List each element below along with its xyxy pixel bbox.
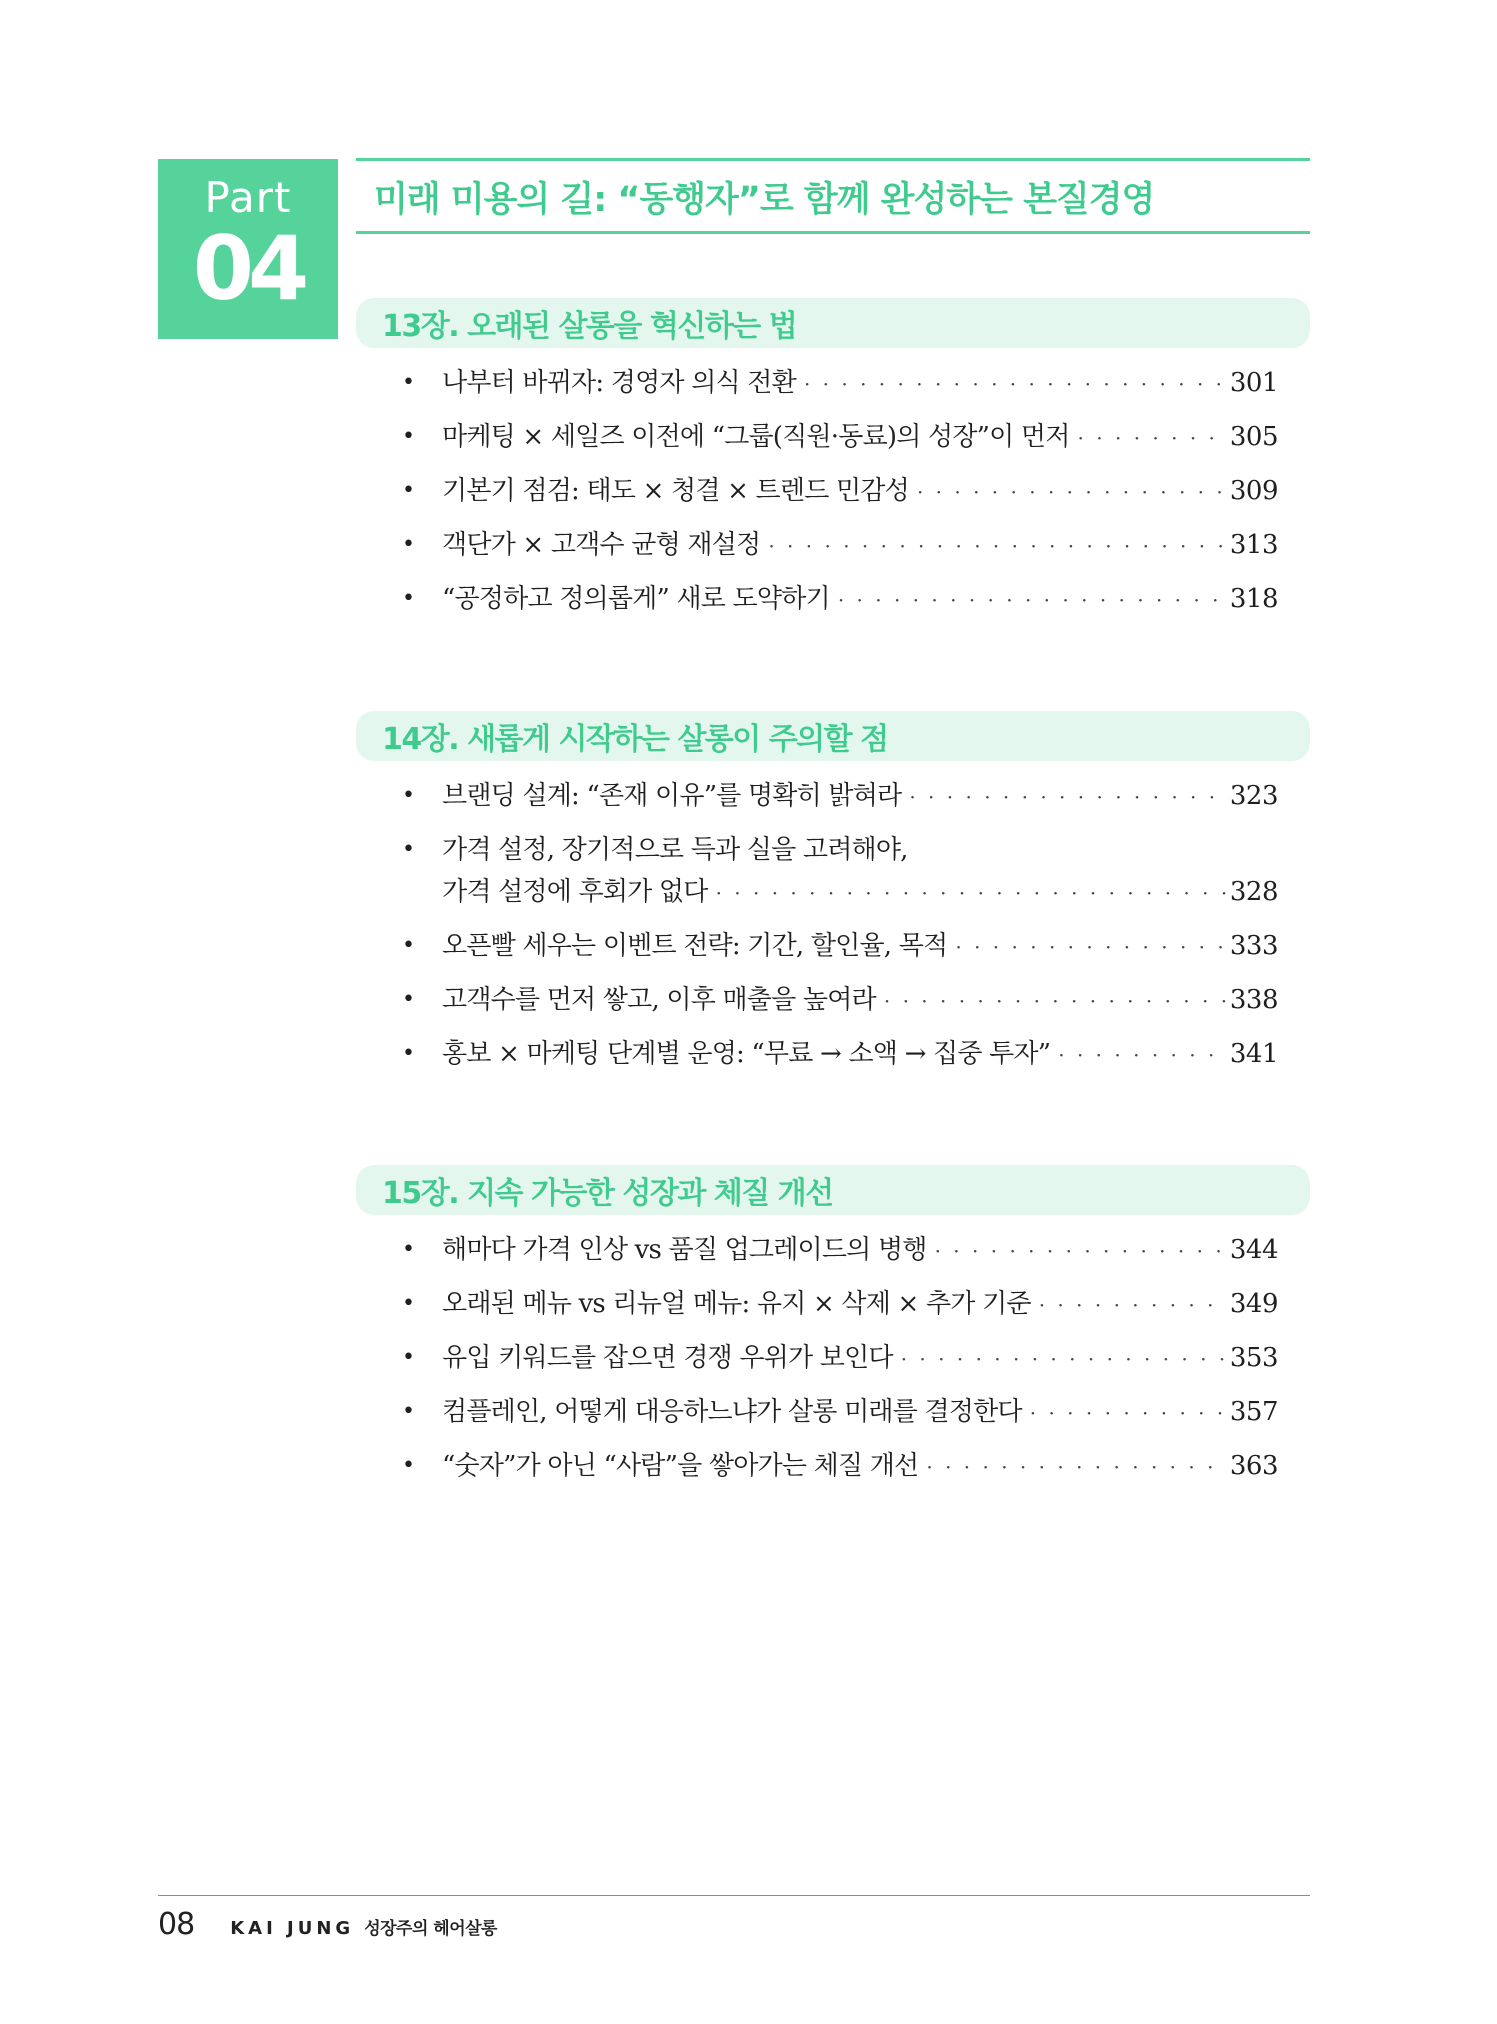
toc-item-page: 309 [1229,476,1278,506]
bullet-icon: • [402,370,415,395]
part-badge [158,159,338,339]
bullet-icon: • [402,837,415,862]
bullet-icon: • [402,1041,415,1066]
toc-item[interactable] [402,470,1278,513]
dot-leader [935,1230,1226,1272]
toc-item[interactable] [402,1283,1278,1326]
toc-item-page: 323 [1229,781,1278,811]
dot-leader [917,471,1226,513]
bullet-icon: • [402,532,415,557]
toc-item[interactable] [402,1391,1278,1434]
toc-item[interactable] [402,1445,1278,1488]
bullet-icon: • [402,1453,415,1478]
toc-item-page: 305 [1229,422,1278,452]
dot-leader [804,363,1226,405]
toc-item-title: 기본기 점검: 태도 × 청결 × 트렌드 민감성 [442,476,909,506]
footer-page-number: 08 [158,1907,195,1942]
toc-item-title: 객단가 × 고객수 균형 재설정 [442,530,761,560]
part-title-top-rule [356,158,1310,161]
part-title-bottom-rule [356,231,1310,234]
toc-item[interactable] [402,775,1278,818]
toc-item-title: 해마다 가격 인상 vs 품질 업그레이드의 병행 [442,1235,927,1265]
bullet-icon: • [402,1291,415,1316]
toc-item-title: “숫자”가 아닌 “사람”을 쌓아가는 체질 개선 [442,1451,919,1481]
chapter-item-list [356,775,1310,1076]
bullet-icon: • [402,1399,415,1424]
toc-item-title: 브랜딩 설계: “존재 이유”를 명확히 밝혀라 [442,781,902,811]
toc-item[interactable] [402,1033,1278,1076]
toc-item[interactable] [402,524,1278,567]
footer-brand: KAI JUNG [230,1918,355,1939]
bullet-icon: • [402,478,415,503]
chapter-item-list [356,1229,1310,1488]
toc-item-title-line1: 가격 설정, 장기적으로 득과 실을 고려해야, [442,835,908,865]
bullet-icon: • [402,424,415,449]
dot-leader [909,776,1226,818]
toc-item-title: 오픈빨 세우는 이벤트 전략: 기간, 할인율, 목적 [442,931,948,961]
dot-leader [926,1446,1226,1488]
toc-item-page: 349 [1229,1289,1278,1319]
toc-item[interactable] [402,578,1278,621]
dot-leader [901,1338,1226,1380]
dot-leader [955,926,1225,968]
toc-item[interactable] [402,416,1278,459]
toc-item-page: 333 [1229,931,1278,961]
bullet-icon: • [402,933,415,958]
bullet-icon: • [402,987,415,1012]
dot-leader [838,579,1226,621]
dot-leader [1078,417,1226,459]
dot-leader [884,980,1226,1022]
toc-item[interactable] [402,925,1278,968]
toc-item-page: 353 [1229,1343,1278,1373]
toc-item-title: 고객수를 먼저 쌓고, 이후 매출을 높여라 [442,985,876,1015]
toc-item-title: 가격 설정에 후회가 없다 [442,877,708,907]
chapter-heading: 13장. 오래된 살롱을 혁신하는 법 [356,298,1310,348]
chapter-15 [356,1165,1310,1488]
toc-item-title: 마케팅 × 세일즈 이전에 “그룹(직원·동료)의 성장”이 먼저 [442,422,1070,452]
dot-leader [1030,1392,1226,1434]
bullet-icon: • [402,1237,415,1262]
chapter-13 [356,298,1310,621]
toc-item-page: 301 [1229,368,1278,398]
toc-item[interactable] [402,362,1278,405]
toc-item[interactable] [402,829,1278,914]
bullet-icon: • [402,586,415,611]
dot-leader [768,525,1226,567]
chapter-heading: 14장. 새롭게 시작하는 살롱이 주의할 점 [356,711,1310,761]
toc-item-page: 363 [1229,1451,1278,1481]
dot-leader [1039,1284,1226,1326]
toc-item[interactable] [402,1337,1278,1380]
toc-item-title: 오래된 메뉴 vs 리뉴얼 메뉴: 유지 × 삭제 × 추가 기준 [442,1289,1031,1319]
dot-leader [1058,1034,1226,1076]
part-label: Part [204,173,292,222]
chapter-item-list [356,362,1310,621]
chapter-heading: 15장. 지속 가능한 성장과 체질 개선 [356,1165,1310,1215]
bullet-icon: • [402,783,415,808]
toc-item-title: 유입 키워드를 잡으면 경쟁 우위가 보인다 [442,1343,893,1373]
part-title: 미래 미용의 길: “동행자”로 함께 완성하는 본질경영 [374,180,1155,220]
chapter-14 [356,711,1310,1076]
toc-item-page: 313 [1229,530,1278,560]
footer-book-title: 성장주의 헤어살롱 [364,1919,497,1939]
toc-item-page: 344 [1229,1235,1278,1265]
toc-item-title: 홍보 × 마케팅 단계별 운영: “무료 → 소액 → 집중 투자” [442,1039,1051,1069]
toc-item[interactable] [402,1229,1278,1272]
toc-item-title: 나부터 바뀌자: 경영자 의식 전환 [442,368,796,398]
toc-item-page: 318 [1229,584,1278,614]
toc-item-page: 341 [1229,1039,1278,1069]
dot-leader [716,872,1226,914]
toc-item-page: 357 [1229,1397,1278,1427]
footer-rule [158,1895,1310,1896]
toc-item-title: “공정하고 정의롭게” 새로 도약하기 [442,584,830,614]
page-footer [158,1907,497,1942]
toc-item-page: 338 [1229,985,1278,1015]
toc-item-title: 컴플레인, 어떻게 대응하느냐가 살롱 미래를 결정한다 [442,1397,1022,1427]
toc-item[interactable] [402,979,1278,1022]
toc-item-page: 328 [1229,877,1278,907]
part-number: 04 [192,217,304,320]
bullet-icon: • [402,1345,415,1370]
